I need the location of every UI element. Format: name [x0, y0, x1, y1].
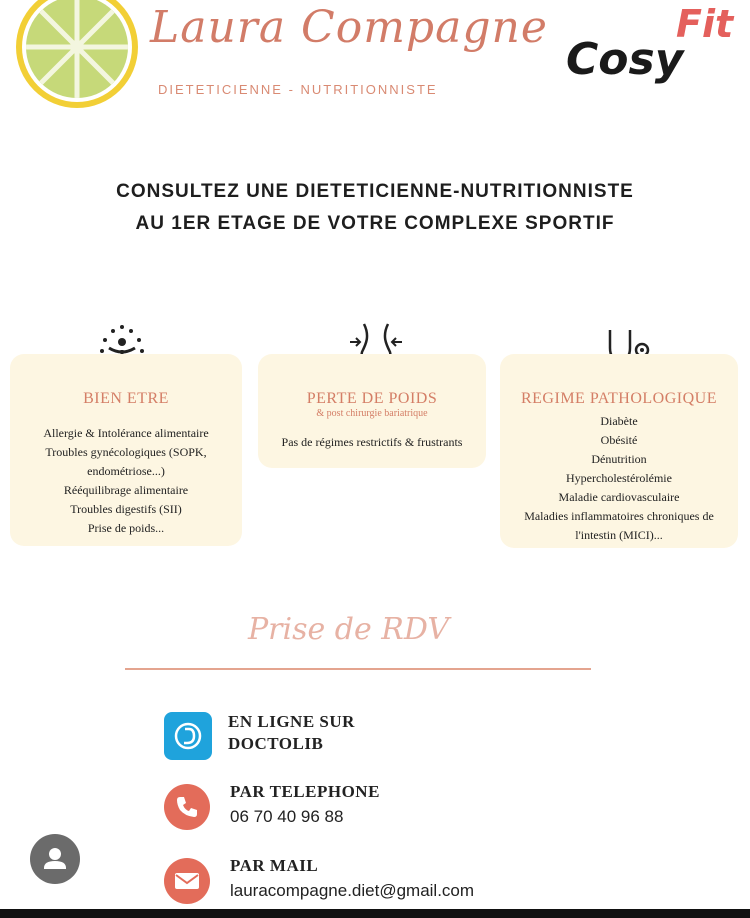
card-title: PERTE DE POIDS: [306, 390, 438, 407]
card-line: Maladie cardiovasculaire: [558, 490, 680, 504]
card-line: Dénutrition: [591, 452, 647, 466]
headline-line-1: CONSULTEZ UNE DIETETICIENNE-NUTRITIONNISTE: [116, 181, 634, 202]
doctolib-label-1: EN LIGNE SUR: [228, 712, 355, 731]
headline: [0, 176, 750, 240]
rdv-title: Prise de RDV: [248, 612, 450, 647]
card-title: BIEN ETRE: [83, 390, 169, 407]
card-line: Maladies inflammatoires chroniques de: [524, 509, 714, 523]
card-line: Allergie & Intolérance alimentaire: [43, 426, 209, 440]
doctolib-icon[interactable]: [164, 712, 212, 760]
user-icon[interactable]: [30, 834, 80, 884]
card-line: Obésité: [600, 433, 638, 447]
mail-address[interactable]: lauracompagne.diet@gmail.com: [230, 881, 475, 900]
phone-number[interactable]: 06 70 40 96 88: [230, 807, 344, 826]
card-line: l'intestin (MICI)...: [575, 528, 663, 542]
card-line: Diabète: [600, 414, 638, 428]
mail-icon[interactable]: [164, 858, 210, 904]
doctolib-label-2[interactable]: DOCTOLIB: [228, 734, 324, 753]
phone-label: PAR TELEPHONE: [230, 782, 380, 801]
partner-logo-cosy: Cosy: [566, 34, 684, 85]
divider: [125, 668, 591, 670]
card-line: Hypercholestérolémie: [566, 471, 672, 485]
card-line: Pas de régimes restrictifs & frustrants: [281, 435, 463, 449]
card-line: endométriose...): [87, 464, 165, 478]
card-line: Troubles gynécologiques (SOPK,: [45, 445, 207, 459]
mail-label: PAR MAIL: [230, 856, 319, 875]
card-perte-de-poids: [258, 354, 486, 468]
brand-subtitle: DIETETICIENNE - NUTRITIONNISTE: [158, 82, 438, 97]
card-regime-pathologique: [500, 354, 738, 548]
brand-name: Laura Compagne: [150, 2, 548, 53]
partner-logo-fit: Fit: [676, 2, 734, 46]
card-bien-etre: [10, 354, 242, 546]
lemon-logo: [16, 0, 138, 108]
bottom-bar: [0, 909, 750, 918]
headline-line-2: AU 1ER ETAGE DE VOTRE COMPLEXE SPORTIF: [135, 213, 615, 234]
card-line: Prise de poids...: [87, 521, 165, 535]
card-line: Troubles digestifs (SII): [70, 502, 182, 516]
card-line: Rééquilibrage alimentaire: [63, 483, 189, 497]
card-subtitle: & post chirurgie bariatrique: [316, 408, 428, 419]
phone-icon[interactable]: [164, 784, 210, 830]
card-title: REGIME PATHOLOGIQUE: [520, 390, 717, 407]
